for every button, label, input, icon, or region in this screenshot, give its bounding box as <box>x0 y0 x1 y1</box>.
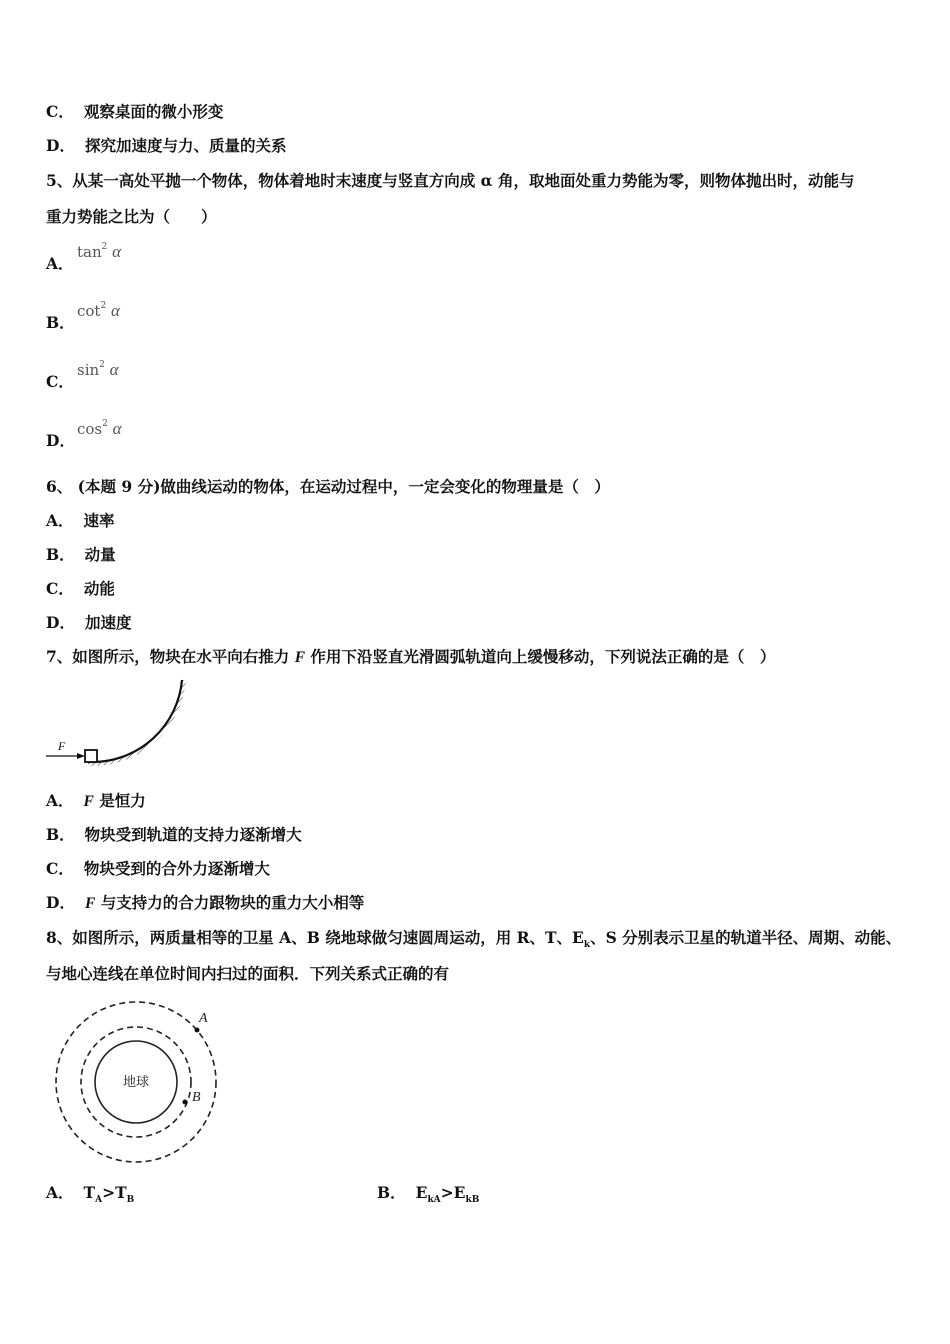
q5-option-c-formula <box>77 360 119 380</box>
option-text: 观察桌面的微小形变 <box>83 102 224 121</box>
option-letter: C． <box>46 859 74 878</box>
formula-var: α <box>112 242 122 261</box>
formula-var: α <box>110 301 120 320</box>
q6-option-d <box>46 613 131 633</box>
option-letter: C． <box>46 579 74 598</box>
option-letter: B． <box>46 825 75 844</box>
track-arc <box>88 680 182 762</box>
block <box>85 750 97 762</box>
option-letter: D． <box>46 136 75 155</box>
option-text: 动量 <box>84 545 116 564</box>
option-letter: A． <box>46 511 74 530</box>
symbol: E <box>453 1183 466 1202</box>
q5-stem-line1: 5、从某一高处平抛一个物体，物体着地时末速度与竖直方向成 α 角，取地面处重力势能为零，则物体抛出时，动能与 <box>46 171 855 190</box>
q5-option-d-formula <box>77 419 122 439</box>
q7-option-a <box>46 791 146 812</box>
earth-label: 地球 <box>122 1074 150 1089</box>
q7-option-c <box>46 859 270 879</box>
option-text: 与支持力的合力跟物块的重力大小相等 <box>95 893 365 912</box>
q6-stem: 6、 (本题 9 分)做曲线运动的物体，在运动过程中，一定会变化的物理量是（ ） <box>46 477 610 496</box>
q8-option-a <box>46 1183 134 1210</box>
symbol: T <box>83 1183 96 1202</box>
q5-option-a-letter: A． <box>46 254 74 273</box>
formula-var: α <box>112 419 122 438</box>
subscript: k <box>583 940 591 951</box>
q6-option-b <box>46 545 116 565</box>
q8-stem-line1 <box>46 928 901 955</box>
formula-func: tan <box>77 243 102 261</box>
stem-part: 7、如图所示，物块在水平向右推力 <box>46 647 295 666</box>
subscript: kB <box>465 1195 480 1206</box>
q7-option-d <box>46 893 364 914</box>
option-letter: A． <box>46 1183 74 1202</box>
formula-func: sin <box>77 361 100 379</box>
q5-option-b-formula <box>77 301 120 321</box>
q5-stem-line2: 重力势能之比为（ ） <box>46 207 217 226</box>
q4-option-d <box>46 136 286 156</box>
force-symbol: F <box>83 793 94 810</box>
satellite-a-label: A <box>199 1011 208 1026</box>
q5-option-d-letter: D． <box>46 431 75 450</box>
q8-option-b <box>377 1183 479 1210</box>
option-text: 是恒力 <box>93 791 146 810</box>
formula-exp: 2 <box>99 360 105 370</box>
force-symbol: F <box>294 649 306 666</box>
q8-figure-orbits <box>50 1000 225 1170</box>
symbol: E <box>415 1183 428 1202</box>
satellite-b-label: B <box>192 1090 201 1105</box>
formula-var: α <box>109 360 119 379</box>
stem-part: 8、如图所示，两质量相等的卫星 A、B 绕地球做匀速圆周运动，用 R、T、E <box>46 928 584 947</box>
option-text: 物块受到轨道的支持力逐渐增大 <box>84 825 302 844</box>
q8-stem-line2: 与地心连线在单位时间内扫过的面积．下列关系式正确的有 <box>46 964 450 983</box>
subscript: A <box>95 1195 103 1206</box>
formula-func: cot <box>77 302 101 320</box>
arrow-head-icon <box>77 753 85 759</box>
q7-figure-arc-track <box>40 676 200 772</box>
q5-option-c-letter: C． <box>46 372 74 391</box>
option-text: 动能 <box>83 579 115 598</box>
formula-exp: 2 <box>100 301 107 311</box>
stem-part: 、S 分别表示卫星的轨道半径、周期、动能、 <box>590 928 902 947</box>
subscript: B <box>126 1195 135 1206</box>
option-text: 速率 <box>83 511 115 530</box>
symbol: T <box>115 1183 127 1202</box>
q6-option-c <box>46 579 115 599</box>
option-text: 物块受到的合外力逐渐增大 <box>83 859 270 878</box>
subscript: kA <box>427 1195 441 1206</box>
option-letter: B． <box>377 1183 406 1202</box>
force-label: F <box>58 739 66 753</box>
track-hatching <box>88 680 186 766</box>
q6-option-a <box>46 511 115 531</box>
q7-option-b <box>46 825 302 845</box>
formula-exp: 2 <box>101 242 108 252</box>
option-letter: D． <box>46 893 75 912</box>
operator: > <box>440 1183 454 1202</box>
satellite-b <box>183 1100 188 1105</box>
operator: > <box>102 1183 116 1202</box>
formula-func: cos <box>77 420 103 438</box>
q4-option-c <box>46 102 223 122</box>
force-symbol: F <box>84 895 96 912</box>
satellite-a <box>195 1028 200 1033</box>
q7-stem <box>46 647 775 668</box>
option-letter: D． <box>46 613 75 632</box>
option-letter: C． <box>46 102 74 121</box>
q5-option-b-letter: B． <box>46 313 75 332</box>
q5-option-a-formula <box>77 242 121 262</box>
stem-part: 作用下沿竖直光滑圆弧轨道向上缓慢移动，下列说法正确的是（ ） <box>305 647 776 666</box>
option-text: 加速度 <box>84 613 132 632</box>
option-letter: A． <box>46 791 74 810</box>
option-letter: B． <box>46 545 75 564</box>
option-text: 探究加速度与力、质量的关系 <box>84 136 287 155</box>
formula-exp: 2 <box>102 419 108 429</box>
